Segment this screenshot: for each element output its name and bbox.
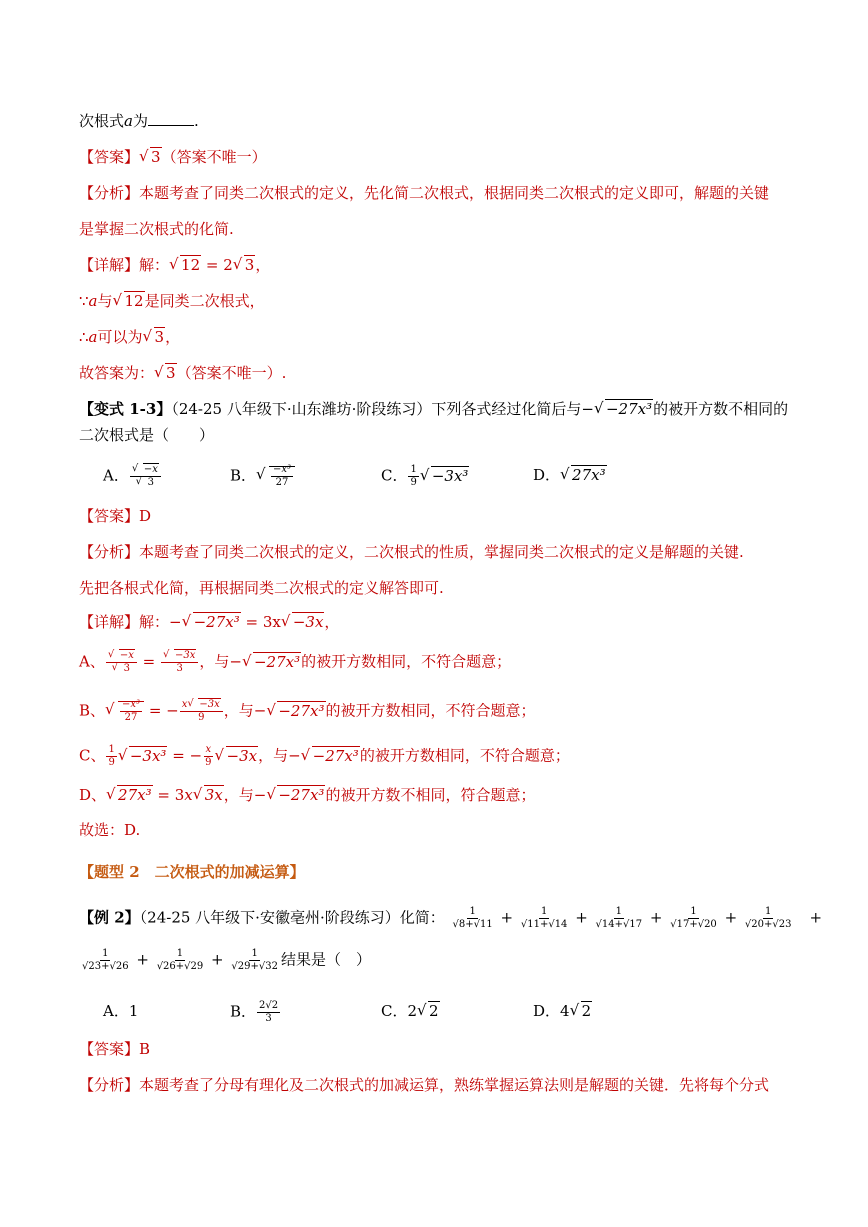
example-label: 【例 2】	[79, 908, 140, 927]
detail-label: 【详解】	[79, 256, 140, 274]
therefore-line	[79, 326, 180, 348]
variant-question-cont	[79, 424, 214, 446]
section-heading: 【题型 2 二次根式的加减运算】	[79, 863, 305, 881]
variable: a	[88, 328, 98, 346]
detail-c: C、 $\frac{1}{9}$ √ −3x³ = − $\frac{x}{9}$ √ −3x，与−√ −27x³的被开方数相同，不符合题意；	[79, 744, 570, 769]
answer-value: D	[139, 507, 152, 525]
answer-1	[79, 146, 267, 168]
choose-line: 故选：D.	[79, 821, 141, 839]
option-a: A． √ −x √ 3	[103, 464, 162, 489]
text: = 3x	[240, 613, 281, 631]
detail-label: 【详解】	[79, 613, 140, 631]
because-line	[79, 290, 265, 312]
sqrt: √ 12	[169, 254, 201, 276]
text: 是同类二次根式，	[144, 292, 265, 310]
sqrt: √ 12	[113, 290, 145, 312]
because-symbol: ∵	[79, 292, 89, 310]
answer-3: 【答案】B	[79, 1040, 151, 1058]
option-c: C． $\frac{1}{9}$ √ −3x³	[381, 464, 469, 489]
analysis-1	[79, 182, 769, 204]
text: 次根式	[79, 112, 125, 130]
therefore-symbol: ∴	[79, 328, 89, 346]
detail-a: A、 √ −x √ 3 = √ $\frac{-3x}{3}$ ，与−√ −27x³的被开方数相同，不符合题意；	[79, 650, 511, 675]
text: 与	[97, 292, 113, 310]
question-text: 的被开方数不相同的	[653, 400, 789, 418]
analysis-3: 【分析】本题考查了分母有理化及二次根式的加减运算，熟练掌握运算法则是解题的关键．先将每个分式	[79, 1076, 770, 1094]
analysis-label: 【分析】	[79, 184, 140, 202]
analysis-text: 是掌握二次根式的化简.	[79, 220, 234, 238]
variant-label: 【变式 1-3】	[79, 400, 172, 418]
text: ，	[255, 256, 271, 274]
analysis-label: 【分析】	[79, 543, 140, 561]
example-2-cont: $\frac{1}{√23+√26}$ + $\frac{1}{√26+√29}$ + $\frac{1}{√29+√32}$ 结果是（ ）	[82, 948, 371, 972]
analysis-2	[79, 541, 744, 563]
answer-2	[79, 505, 151, 527]
text: = 2	[201, 256, 233, 274]
detail-2: 【详解】解：−√ −27x³ = 3x√ −3x，	[79, 611, 339, 633]
analysis-text: 本题考查了同类二次根式的定义，先化简二次根式，根据同类二次根式的定义即可，解题的关键	[139, 184, 770, 202]
question-text: （24-25 八年级下·山东潍坊·阶段练习）下列各式经过化简后与−	[171, 400, 594, 418]
option-b: B． √ $\frac{\text{−x³}}{27}$	[230, 464, 295, 489]
question-text: 二次根式是（ ）	[79, 426, 215, 444]
analysis-text: 本题考查了同类二次根式的定义，二次根式的性质，掌握同类二次根式的定义是解题的关键.	[139, 543, 744, 561]
question-text: （24-25 八年级下·安徽亳州·阶段练习）化简：	[139, 908, 445, 927]
variable: a	[124, 112, 133, 130]
ex-option-d: D．4√ 2	[533, 1000, 592, 1022]
variable: a	[88, 292, 98, 310]
answer-label: 【答案】	[79, 148, 140, 166]
question-tail	[79, 110, 199, 132]
answer-label: 【答案】	[79, 507, 140, 525]
text: 解：−	[139, 613, 182, 631]
example-2: 【例 2】（24-25 八年级下·安徽亳州·阶段练习）化简： $\frac{1}{√8+√11}$ + $\frac{1}{√11+√14}$ + $\frac{1}{√14+√17}$ + $\frac{1}{√17+√20}$ + $\frac{1}{√20+√23}$ +	[79, 906, 823, 930]
text: （答案不唯一）.	[176, 364, 287, 382]
sqrt: √ 3	[143, 326, 166, 348]
ex-option-c: C．2√ 2	[381, 1000, 440, 1022]
detail-1	[79, 254, 270, 276]
detail-d: D、√ 27x³ = 3x√ 3x，与−√ −27x³的被开方数不相同，符合题意；	[79, 784, 535, 806]
text: ，	[324, 613, 340, 631]
answer-blank	[148, 111, 194, 126]
detail-b: B、 √ $\frac{\text{−x³}}{27}$ = − $\frac{x√ -3x}{9}$ ，与−√ −27x³的被开方数相同，不符合题意；	[79, 699, 536, 724]
sqrt: √ 3	[233, 254, 256, 276]
text: ，	[165, 328, 181, 346]
sqrt: √ 3	[139, 146, 162, 168]
sqrt: √ −27x³	[594, 398, 653, 420]
analysis-text: 先把各根式化简，再根据同类二次根式的定义解答即可.	[79, 579, 444, 597]
variant-question	[79, 398, 788, 420]
analysis-2-cont	[79, 577, 444, 599]
text: .	[193, 112, 199, 130]
sqrt: √ 3	[154, 362, 177, 384]
text: 为	[132, 112, 148, 130]
ex-option-b: B． $\frac{2√2}{3}$	[230, 1000, 279, 1024]
final-answer	[79, 362, 286, 384]
answer-note: （答案不唯一）	[161, 148, 267, 166]
text: 可以为	[97, 328, 143, 346]
option-d: D．√ 27x³	[533, 464, 607, 486]
text: 故答案为：	[79, 364, 155, 382]
text: 解：	[139, 256, 170, 274]
analysis-1-cont	[79, 218, 234, 240]
ex-option-a: A．1	[103, 1002, 139, 1020]
